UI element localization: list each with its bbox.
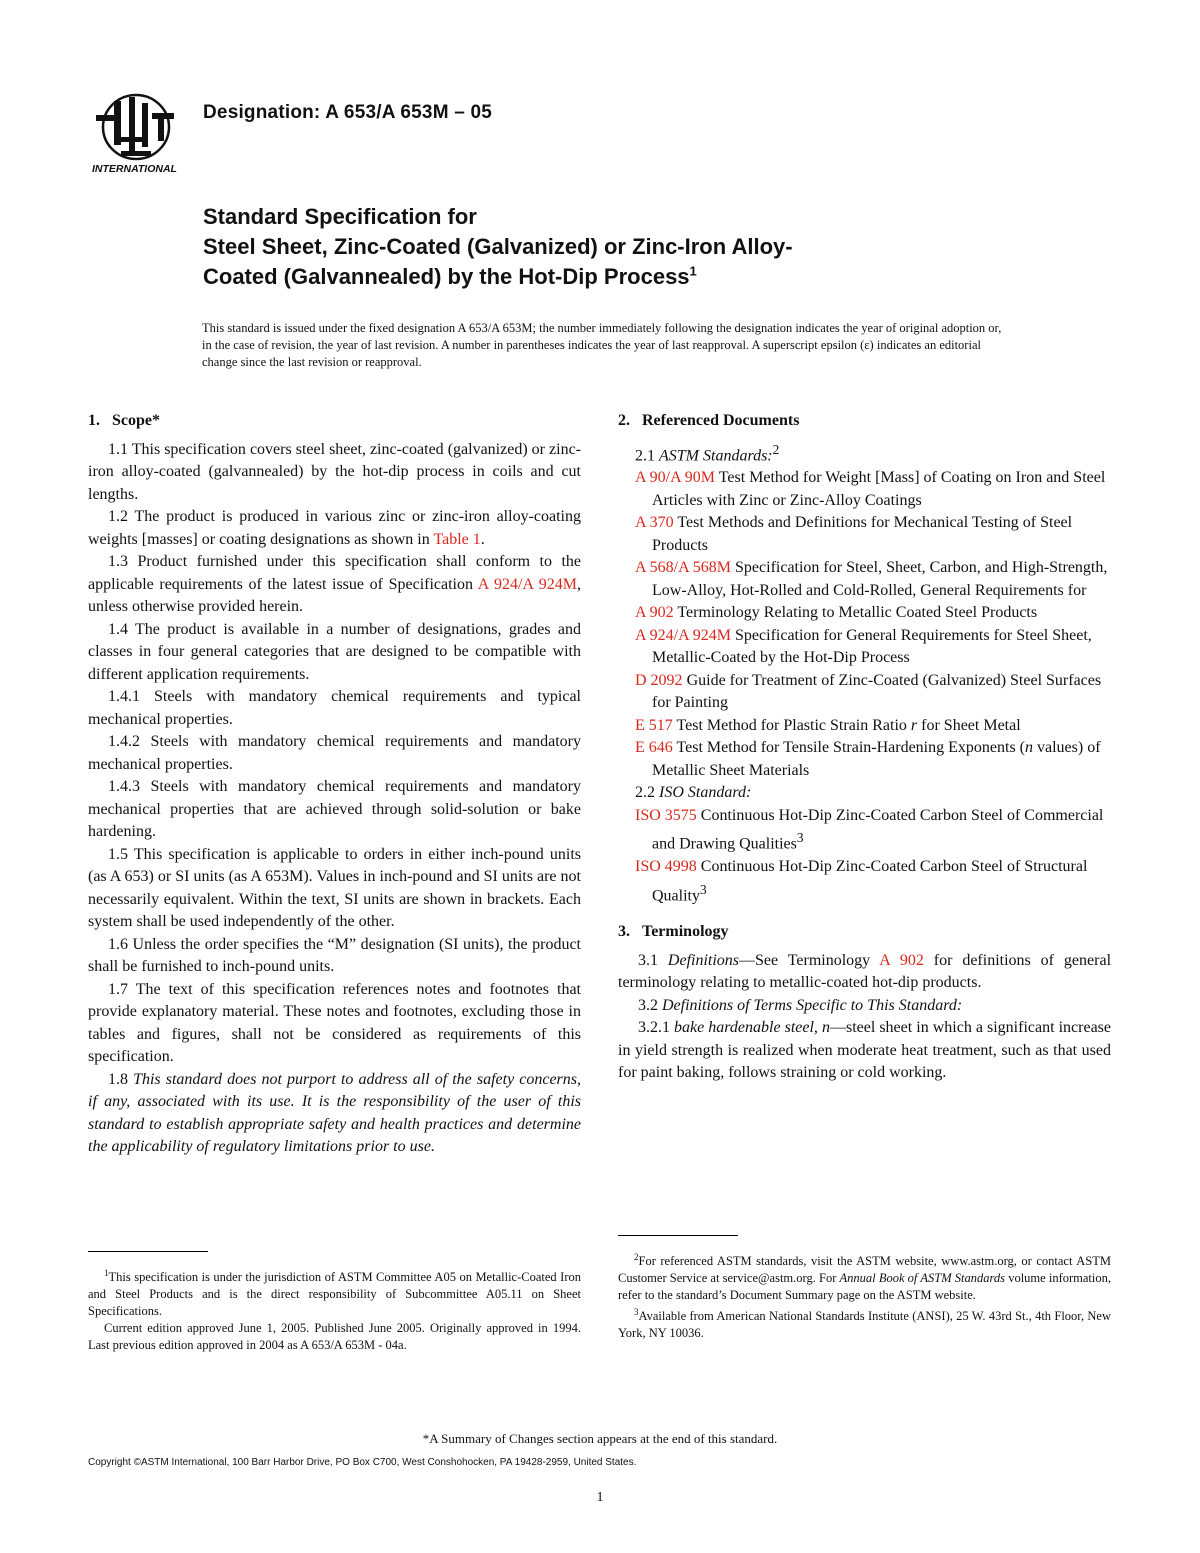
para-text: —See Terminology xyxy=(739,951,880,969)
page-number: 1 xyxy=(596,1490,604,1505)
footnotes-left xyxy=(88,1265,581,1354)
summary-of-changes-note: *A Summary of Changes section appears at the end of this standard. xyxy=(422,1431,778,1446)
section-heading-referenced-documents xyxy=(618,410,1111,433)
ref-title: Guide for Treatment of Zinc-Coated (Galvanized) Steel Surfaces for Painting xyxy=(652,671,1102,712)
ref-title: Test Method for Plastic Strain Ratio xyxy=(672,716,911,734)
astm-logo-graphic xyxy=(88,93,190,175)
footnote-marker: 3 xyxy=(700,881,707,897)
ref-code-link[interactable]: ISO 3575 xyxy=(635,806,697,824)
ref-title: Test Methods and Definitions for Mechanical Testing of Steel Products xyxy=(652,514,1073,554)
para-3-1 xyxy=(618,950,1111,995)
ref-code-link[interactable]: D 2092 xyxy=(635,671,683,689)
ref-code-link[interactable]: A 568/A 568M xyxy=(635,559,732,577)
section-title: Terminology xyxy=(642,923,729,941)
astm-logo xyxy=(88,93,190,175)
link-a924[interactable]: A 924/A 924M xyxy=(477,575,578,593)
para-text: , unless otherwise provided herein. xyxy=(88,575,582,615)
defined-term: bake hardenable steel, n xyxy=(674,1019,830,1037)
para-text: . xyxy=(480,530,485,548)
copyright-notice: Copyright ©ASTM International, 100 Barr Harbor Drive, PO Box C700, West Conshohocken, PA 19428-2959, United States. xyxy=(88,1457,637,1468)
logo-text: INTERNATIONAL xyxy=(92,163,177,175)
footnote-1 xyxy=(88,1265,581,1320)
footnote-3 xyxy=(618,1304,1111,1342)
ref-title: Test Method for Weight [Mass] of Coating on Iron and Steel Articles with Zinc or Zinc-Alloy Coatings xyxy=(652,469,1106,509)
para-1-2 xyxy=(88,506,581,551)
para-1-4-1: 1.4.1 Steels with mandatory chemical requirements and typical mechanical properties. xyxy=(88,688,581,728)
para-3-2 xyxy=(618,995,1111,1018)
footnote-text-italic: Annual Book of ASTM Standards xyxy=(839,1271,1006,1286)
footnote-1-edition: Current edition approved June 1, 2005. Published June 2005. Originally approved in 1994. Last previous edition approved in 2004 as A 653/A 653M - 04a. xyxy=(88,1321,581,1353)
ref-e517 xyxy=(635,715,1111,738)
footnote-text: Available from American National Standards Institute (ANSI), 25 W. 43rd St., 4th Floor, New York, NY 10036. xyxy=(618,1309,1111,1341)
ref-title-italic: r xyxy=(910,716,918,734)
ref-d2092 xyxy=(635,670,1111,715)
para-text: 1.3 Product furnished under this specification shall conform to the applicable requirements of the latest issue of Specification xyxy=(88,553,581,593)
section-title: Scope* xyxy=(112,412,160,429)
subheading-iso-standard xyxy=(618,782,1111,805)
para-1-3 xyxy=(88,551,581,619)
footnote-text: volume information, refer to the standard’s Document Summary page on the ASTM website. xyxy=(618,1271,1111,1303)
definition-text: —steel sheet in which a significant increase in yield strength is realized when moderate heat treatment, such as that used for paint baking, follows straining or cold working. xyxy=(618,1019,1111,1082)
ref-title: Specification for General Requirements for Steel Sheet, Metallic-Coated by the Hot-Dip Process xyxy=(652,626,1092,667)
title-line-1: Standard Specification for xyxy=(203,204,477,229)
para-3-2-1 xyxy=(618,1017,1111,1085)
section-number: 2. xyxy=(618,412,630,429)
para-1-4-3: 1.4.3 Steels with mandatory chemical requirements and mandatory mechanical properties that are achieved through solid-solution or bake hardening. xyxy=(88,778,581,840)
para-1-4: 1.4 The product is available in a number of designations, grades and classes in four general categories that are designed to be compatible with different application requirements. xyxy=(88,620,581,683)
footnote-marker: 1 xyxy=(104,1268,109,1278)
section-number: 1. xyxy=(88,412,100,429)
ref-a568 xyxy=(635,557,1111,602)
ref-e646 xyxy=(635,737,1111,782)
ref-code-link[interactable]: E 646 xyxy=(635,739,673,757)
footnote-2 xyxy=(618,1249,1111,1304)
safety-statement: This standard does not purport to address all of the safety concerns, if any, associated with its use. It is the responsibility of the user of this standard to establish appropriate safety and health practices and determine the applicability of regulatory limitations prior to use. xyxy=(88,1070,582,1155)
ref-code-link[interactable]: A 924/A 924M xyxy=(635,626,732,644)
subheading-label: ASTM Standards: xyxy=(659,446,773,464)
ref-code-link[interactable]: ISO 4998 xyxy=(635,858,697,876)
link-table-1[interactable]: Table 1 xyxy=(433,530,481,548)
right-column xyxy=(618,410,1111,1085)
para-1-4-2: 1.4.2 Steels with mandatory chemical requirements and mandatory mechanical properties. xyxy=(88,733,581,773)
para-label: Definitions of Terms Specific to This Standard: xyxy=(662,996,963,1014)
title-line-3 xyxy=(203,262,1003,292)
document-title xyxy=(203,202,1003,292)
para-1-6: 1.6 Unless the order specifies the “M” designation (SI units), the product shall be furnished to inch-pound units. xyxy=(88,935,581,975)
para-1-8 xyxy=(88,1069,581,1159)
para-text: 1.2 The product is produced in various zinc or zinc-iron alloy-coating weights [masses] or coating designations as shown in xyxy=(88,508,581,548)
ref-iso4998 xyxy=(635,856,1111,907)
footnote-marker: 3 xyxy=(796,830,804,846)
footnote-marker: 3 xyxy=(634,1307,639,1318)
footnote-marker: 2 xyxy=(634,1252,639,1262)
ref-code-link[interactable]: A 90/A 90M xyxy=(635,469,716,487)
section-heading-scope xyxy=(88,410,581,433)
ref-title: Specification for Steel, Sheet, Carbon, and High-Strength, Low-Alloy, Hot-Rolled and Cold-Rolled, General Requirements for xyxy=(652,559,1108,599)
ref-title: values) of Metallic Sheet Materials xyxy=(652,739,1101,779)
para-number: 2.2 xyxy=(635,784,659,802)
title-footnote-marker: 1 xyxy=(689,263,697,279)
footnote-rule-left xyxy=(88,1251,208,1252)
link-a902[interactable]: A 902 xyxy=(879,951,924,969)
section-title: Referenced Documents xyxy=(642,412,800,429)
para-text: for definitions of general terminology relating to metallic-coated hot-dip products. xyxy=(618,951,1112,992)
ref-title: for Sheet Metal xyxy=(917,716,1021,734)
ref-iso3575 xyxy=(635,805,1111,856)
ref-code-link[interactable]: A 370 xyxy=(635,514,674,532)
ref-a90 xyxy=(635,467,1111,512)
left-column xyxy=(88,410,581,1159)
subheading-astm-standards xyxy=(618,439,1111,468)
ref-title: Test Method for Tensile Strain-Hardening Exponents ( xyxy=(672,739,1025,757)
para-1-1: 1.1 This specification covers steel sheet, zinc-coated (galvanized) or zinc-iron alloy-coated (galvannealed) by the hot-dip process in coils and cut lengths. xyxy=(88,440,581,503)
ref-a924 xyxy=(635,625,1111,670)
title-line-3-text: Coated (Galvannealed) by the Hot-Dip Process xyxy=(203,264,690,289)
footnote-text: For referenced ASTM standards, visit the ASTM website, www.astm.org, or contact ASTM Customer Service at service@astm.org. For xyxy=(618,1254,1111,1286)
para-number: 3.1 xyxy=(638,951,668,969)
ref-code-link[interactable]: E 517 xyxy=(635,716,673,734)
designation: Designation: A 653/A 653M – 05 xyxy=(203,102,492,123)
section-number: 3. xyxy=(618,923,630,941)
title-line-2: Steel Sheet, Zinc-Coated (Galvanized) or Zinc-Iron Alloy- xyxy=(203,234,793,259)
para-1-7: 1.7 The text of this specification references notes and footnotes that provide explanatory material. These notes and footnotes, excluding those in tables and figures, shall not be considered as requirements of this specification. xyxy=(88,980,581,1065)
footnote-rule-right xyxy=(618,1235,738,1236)
para-number: 2.1 xyxy=(635,446,659,464)
section-heading-terminology xyxy=(618,921,1111,944)
para-1-5: 1.5 This specification is applicable to orders in either inch-pound units (as A 653) or SI units (as A 653M). Values in inch-pound and SI units are not necessarily equivalent. Within the text, SI units are shown in brackets. Each system shall be used independently of the other. xyxy=(88,845,581,930)
para-number: 1.8 xyxy=(108,1070,134,1088)
para-number: 3.2.1 xyxy=(638,1019,675,1037)
footnote-text: This specification is under the jurisdiction of ASTM Committee A05 on Metallic-Coated Iron and Steel Products and is the direct responsibility of Subcommittee A05.11 on Sheet Specifications. xyxy=(88,1270,581,1319)
ref-title-italic: n xyxy=(1025,739,1033,757)
ref-title: Terminology Relating to Metallic Coated Steel Products xyxy=(673,604,1038,622)
ref-a370 xyxy=(635,512,1111,557)
standard-notice: This standard is issued under the fixed designation A 653/A 653M; the number immediately following the designation indicates the year of original adoption or, in the case of revision, the year of last revision. A number in parentheses indicates the year of last reapproval. A superscript epsilon (ε) indicates an editorial change since the last revision or reapproval. xyxy=(202,321,1002,369)
subheading-label: ISO Standard: xyxy=(659,784,752,802)
ref-title: Continuous Hot-Dip Zinc-Coated Carbon Steel of Commercial and Drawing Qualities xyxy=(652,806,1104,853)
footnotes-right xyxy=(618,1249,1111,1342)
para-label: Definitions xyxy=(667,951,740,969)
footnote-marker: 2 xyxy=(772,441,780,457)
ref-code-link[interactable]: A 902 xyxy=(635,604,674,622)
ref-a902 xyxy=(635,602,1111,625)
ref-title: Continuous Hot-Dip Zinc-Coated Carbon Steel of Structural Quality xyxy=(652,858,1088,904)
para-number: 3.2 xyxy=(638,996,662,1014)
